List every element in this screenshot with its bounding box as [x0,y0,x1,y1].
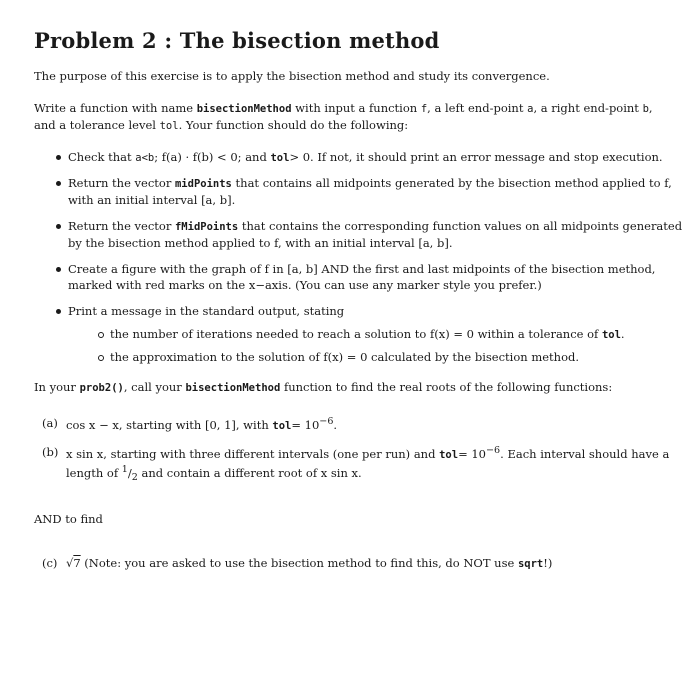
list-item [56,149,684,166]
text: Print a message in the standard output, stating [68,303,345,318]
sub-list [68,326,684,366]
exponent: −6 [486,444,501,456]
radical-icon: √ [66,556,74,571]
text: by the bisection method applied to f, with an initial interval [a, b]. [68,235,453,250]
text: Write a function with name [34,101,197,116]
sqrt-keyword: sqrt [517,558,544,571]
text: with input a function [291,101,421,116]
part-b: (b) x sin x, starting with three different intervals (one per run) and $tol= 10^{-6}$. Each interval should have a length of $^1/_2$ and contain a different root of x sin x. [42,444,670,483]
sub-list-item [98,326,684,343]
list-item [56,175,684,209]
sqrt-expression [66,556,81,570]
text: the number of iterations needed to reach a solution to f(x) = 0 within a tolerance of [110,326,602,341]
text: Check that [68,149,136,164]
list-item [56,218,684,252]
param-b: b [642,103,649,116]
part-label: (a) [42,415,58,430]
text: and contain a different root of x sin x. [137,465,362,480]
text: In your [34,380,80,395]
condition: a<b [135,151,155,164]
part-label: (b) [42,444,59,459]
text: with an initial interval [a, b]. [68,192,236,207]
param-tol: tol [601,328,621,341]
parts-list [34,415,684,485]
fraction-denominator: 2 [131,471,138,483]
param-tol: tol [439,448,459,461]
text: . Your function should do the following: [178,118,409,133]
var-fmidpoints: fMidPoints [174,220,239,233]
text: ; and [237,149,271,164]
var-midpoints: midPoints [174,177,232,190]
function-name: bisectionMethod [185,382,281,395]
text: ; [154,149,162,164]
text: Return the vector [68,218,175,233]
exponent: −6 [319,415,334,427]
call-paragraph [34,379,684,396]
problem-page [34,26,684,583]
text: that contains the corresponding function values on all midpoints generated [238,218,683,233]
sub-list-item [98,349,684,366]
text: the approximation to the solution of f(x) = 0 calculated by the bisection method. [110,349,580,364]
text: cos x − x, starting with [0, 1], with [66,417,273,432]
text: = 10 [458,446,487,461]
param-tol: tol [159,120,179,133]
param-tol: tol [270,151,290,164]
param-f: f [420,103,428,116]
text: length of [66,465,122,480]
text: , call your [123,380,186,395]
param-a: a [527,103,534,116]
part-c [42,555,684,572]
text: (Note: you are asked to use the bisection method to find this, do NOT use [80,556,518,571]
requirements-list [34,149,684,366]
text: = 10 [291,417,320,432]
part-label: (c) [42,556,58,571]
text: > 0. If not, it should print an error message and stop execution. [289,149,663,164]
problem-title: Problem 2 : The bisection method [34,28,440,53]
function-prob2: prob2() [79,382,124,395]
condition: f(a) · f(b) < 0 [161,149,238,164]
radicand: 7 [73,556,81,571]
text: and a tolerance level [34,118,160,133]
text: Create a figure with the graph of f in [a, b] AND the first and last midpoints of the bisection method, [68,261,656,276]
fraction-numerator: 1 [121,463,128,475]
text: marked with red marks on the x−axis. (You can use any marker style you prefer.) [68,278,542,293]
function-name: bisectionMethod [196,103,292,116]
text: !) [543,556,553,571]
text: , a right end-point [533,101,643,116]
param-tol: tol [272,419,292,432]
parts-list-c [34,555,684,572]
text: function to find the real roots of the following functions: [280,380,613,395]
text: . Each interval should have a [500,446,670,461]
text: . [333,417,338,432]
list-item [56,303,684,366]
and-to-find: AND to find [34,511,103,526]
text: x sin x, starting with three different intervals (one per run) and [66,446,440,461]
task-paragraph [34,100,684,134]
text: Return the vector [68,175,175,190]
text: that contains all midpoints generated by the bisection method applied to f, [231,175,672,190]
part-a [42,415,684,434]
text: . [620,326,625,341]
text: , a left end-point [427,101,528,116]
list-item [56,261,684,294]
text: , [648,101,653,116]
purpose-paragraph: The purpose of this exercise is to apply the bisection method and study its convergence. [34,69,550,84]
